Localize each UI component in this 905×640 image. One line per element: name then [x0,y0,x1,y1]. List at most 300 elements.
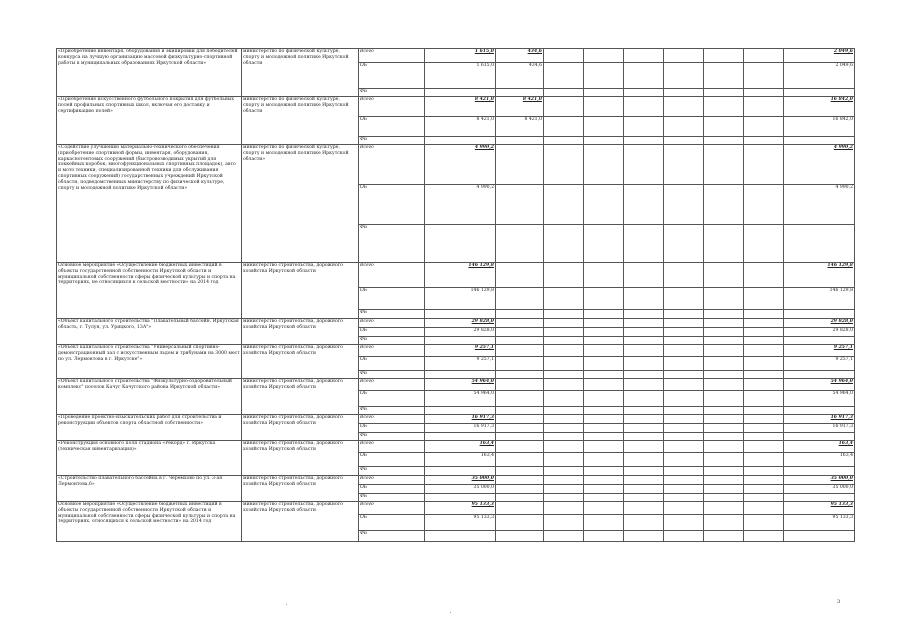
funding-source-total: Всего [359,49,425,63]
amount-cell [584,310,624,319]
amount-cell [544,502,584,515]
amount-cell [544,117,584,137]
amount-cell [624,371,664,379]
amount-cell [664,97,704,117]
amount-cell [784,467,855,476]
amount-cell [496,531,544,542]
amount-cell: 16 917,3 [784,424,855,433]
amount-cell [664,391,704,407]
amount-cell [544,467,584,476]
measure-description: «Проведение проектно-изыскательских работ для строительства и реконструкции объектов спорта областной собственности» [57,415,242,441]
amount-cell [784,225,855,263]
amount-cell [425,337,496,345]
amount-cell [584,137,624,145]
amount-cell: 54 964,0 [425,379,496,391]
amount-cell: 2 049,6 [784,63,855,89]
amount-cell [584,494,624,502]
amount-cell [664,415,704,424]
amount-cell [704,424,744,433]
amount-cell [664,502,704,515]
amount-cell [704,97,744,117]
amount-cell [624,89,664,97]
amount-cell [744,319,784,328]
funding-source-total: Всего [359,415,425,424]
funding-source-fb: ФБ [359,494,425,502]
amount-cell [744,49,784,63]
funding-source-ob: ОБ [359,515,425,531]
amount-cell [704,476,744,485]
amount-cell: 163,4 [425,453,496,467]
amount-cell [496,319,544,328]
funding-source-fb: ФБ [359,371,425,379]
amount-cell [584,357,624,371]
amount-cell [544,337,584,345]
amount-cell [544,319,584,328]
amount-cell [704,63,744,89]
amount-cell [496,502,544,515]
funding-source-ob: ОБ [359,485,425,494]
amount-cell [744,145,784,185]
amount-cell [704,328,744,337]
amount-cell [664,424,704,433]
amount-cell [544,137,584,145]
amount-cell [496,371,544,379]
amount-cell [624,424,664,433]
amount-cell [704,441,744,453]
amount-cell: 2 049,6 [784,49,855,63]
amount-cell [784,371,855,379]
funding-source-fb: ФБ [359,467,425,476]
amount-cell [664,89,704,97]
amount-cell [624,379,664,391]
table-row [57,415,855,424]
amount-cell [624,225,664,263]
funding-source-ob: ОБ [359,117,425,137]
responsible-executor: министерство строительства, дорожного хозяйства Иркутской области [242,441,359,476]
page-number: 3 [837,599,841,605]
amount-cell: 16 917,3 [784,415,855,424]
amount-cell [544,310,584,319]
amount-cell [704,345,744,357]
amount-cell [544,407,584,415]
amount-cell: 9 257,1 [784,357,855,371]
amount-cell: 146 129,8 [425,263,496,288]
amount-cell [704,310,744,319]
amount-cell [704,502,744,515]
responsible-executor: министерство строительства, дорожного хозяйства Иркутской области [242,319,359,345]
amount-cell [624,310,664,319]
amount-cell [584,225,624,263]
amount-cell [624,476,664,485]
amount-cell [624,502,664,515]
funding-source-total: Всего [359,502,425,515]
amount-cell [584,453,624,467]
amount-cell [425,433,496,441]
amount-cell [664,63,704,89]
funding-source-fb: ФБ [359,225,425,263]
amount-cell: 4 990,2 [425,145,496,185]
amount-cell: 163,4 [784,441,855,453]
responsible-executor: министерство строительства, дорожного хозяйства Иркутской области [242,379,359,415]
amount-cell [664,476,704,485]
amount-cell [496,288,544,310]
amount-cell [744,371,784,379]
amount-cell [584,185,624,225]
amount-cell [624,319,664,328]
amount-cell [744,225,784,263]
measure-description: Основное мероприятие «Осуществление бюджетных инвестиций в объекты государственной собственности Иркутской области и муниципальной собственности сферы физической культуры и спорта на территориях, не относящихся к сельской местности» на 2014 год [57,263,242,319]
amount-cell [496,137,544,145]
amount-cell [744,433,784,441]
amount-cell [584,319,624,328]
amount-cell [624,415,664,424]
amount-cell [584,371,624,379]
funding-source-fb: ФБ [359,407,425,415]
table-row [57,345,855,357]
amount-cell [744,494,784,502]
measure-description: «Объект капитального строительства "Плавательный бассейн, Иркутская область, г. Тулун, ул. Урицкого, 13А"» [57,319,242,345]
amount-cell [704,515,744,531]
amount-cell [664,379,704,391]
responsible-executor: министерство по физической культуре, спорту и молодежной политике Иркутской области [242,97,359,145]
amount-cell [704,415,744,424]
amount-cell [425,371,496,379]
amount-cell [664,288,704,310]
amount-cell [704,371,744,379]
amount-cell [584,433,624,441]
amount-cell [496,433,544,441]
amount-cell [425,494,496,502]
amount-cell: 29 828,0 [784,319,855,328]
amount-cell [584,502,624,515]
funding-source-fb: ФБ [359,433,425,441]
amount-cell: 95 133,3 [784,515,855,531]
funding-source-fb: ФБ [359,337,425,345]
amount-cell [624,467,664,476]
amount-cell [544,441,584,453]
amount-cell [664,49,704,63]
amount-cell [584,391,624,407]
amount-cell [584,424,624,433]
amount-cell [544,357,584,371]
table-row [57,49,855,63]
table-row [57,319,855,328]
amount-cell [544,424,584,433]
amount-cell [584,345,624,357]
amount-cell [664,145,704,185]
amount-cell [624,485,664,494]
table-row [57,502,855,515]
amount-cell [704,49,744,63]
amount-cell [704,288,744,310]
amount-cell: 16 842,0 [784,117,855,137]
amount-cell [744,515,784,531]
amount-cell [704,391,744,407]
amount-cell: 1 615,0 [425,63,496,89]
funding-source-ob: ОБ [359,391,425,407]
amount-cell [704,137,744,145]
amount-cell: 54 964,0 [425,391,496,407]
budget-table [56,48,855,542]
funding-source-ob: ОБ [359,185,425,225]
amount-cell [784,407,855,415]
table-row [57,97,855,117]
table-row [57,145,855,185]
amount-cell: 9 257,1 [425,357,496,371]
amount-cell [704,145,744,185]
amount-cell [704,485,744,494]
measure-description: «Объект капитального строительства "Физкультурно-оздоровительный комплекс" поселок Качуг Качугского района Иркутской области» [57,379,242,415]
amount-cell [496,453,544,467]
amount-cell: 8 421,0 [425,97,496,117]
measure-description: «Объект капитального строительства "Универсальный спортивно-демонстрационный зал с искусственным льдом и трибунами на 3000 мест по ул. Лермонтова в г. Иркутске"» [57,345,242,379]
amount-cell: 95 133,3 [425,515,496,531]
amount-cell [624,531,664,542]
amount-cell: 163,4 [784,453,855,467]
amount-cell [544,328,584,337]
amount-cell: 4 990,2 [784,185,855,225]
amount-cell [624,407,664,415]
amount-cell [544,415,584,424]
amount-cell [584,288,624,310]
amount-cell [744,485,784,494]
amount-cell: 146 129,8 [784,288,855,310]
amount-cell [624,337,664,345]
funding-source-total: Всего [359,379,425,391]
amount-cell [544,97,584,117]
amount-cell [544,476,584,485]
measure-description: Основное мероприятие «Осуществление бюджетных инвестиций в объекты государственной собственности Иркутской области и муниципальной собственности сферы физической культуры и спорта на территориях, относящихся к сельской местности» на 2014 год [57,502,242,542]
amount-cell [664,117,704,137]
amount-cell [784,433,855,441]
amount-cell [544,485,584,494]
amount-cell [544,494,584,502]
scan-speck [450,612,451,613]
amount-cell: 4 990,2 [425,185,496,225]
amount-cell: 8 421,0 [496,97,544,117]
amount-cell: 146 129,8 [784,263,855,288]
amount-cell [704,453,744,467]
amount-cell [624,97,664,117]
amount-cell [496,424,544,433]
amount-cell [704,379,744,391]
amount-cell [704,263,744,288]
amount-cell [704,467,744,476]
responsible-executor: министерство строительства, дорожного хозяйства Иркутской области [242,263,359,319]
amount-cell [744,345,784,357]
amount-cell [664,185,704,225]
amount-cell [744,357,784,371]
amount-cell [496,476,544,485]
amount-cell [624,453,664,467]
amount-cell [584,515,624,531]
amount-cell: 1 615,0 [425,49,496,63]
amount-cell [496,391,544,407]
amount-cell [544,391,584,407]
funding-source-ob: ОБ [359,288,425,310]
amount-cell [664,515,704,531]
scan-speck [286,604,287,605]
amount-cell [584,63,624,89]
amount-cell [496,485,544,494]
funding-source-total: Всего [359,319,425,328]
amount-cell [744,379,784,391]
responsible-executor: министерство по физической культуре, спорту и молодежной политике Иркутской области» [242,145,359,263]
amount-cell [664,467,704,476]
amount-cell: 35 000,0 [784,485,855,494]
amount-cell [704,185,744,225]
amount-cell: 35 000,0 [425,476,496,485]
amount-cell [624,185,664,225]
amount-cell [544,263,584,288]
amount-cell [744,441,784,453]
amount-cell [744,337,784,345]
amount-cell [704,225,744,263]
amount-cell [744,97,784,117]
amount-cell [664,345,704,357]
amount-cell [744,467,784,476]
amount-cell [744,288,784,310]
amount-cell [624,63,664,89]
amount-cell [664,433,704,441]
amount-cell [624,494,664,502]
amount-cell: 163,4 [425,441,496,453]
amount-cell [544,89,584,97]
amount-cell [584,441,624,453]
amount-cell [584,531,624,542]
amount-cell: 4 990,2 [784,145,855,185]
amount-cell [784,310,855,319]
amount-cell [664,225,704,263]
amount-cell [496,89,544,97]
amount-cell [704,433,744,441]
amount-cell [584,49,624,63]
amount-cell [664,310,704,319]
funding-source-total: Всего [359,345,425,357]
funding-source-total: Всего [359,97,425,117]
amount-cell [744,89,784,97]
amount-cell [496,185,544,225]
amount-cell: 29 828,0 [425,319,496,328]
amount-cell [624,137,664,145]
amount-cell [624,145,664,185]
measure-description: «Приобретение искусственного футбольного покрытия для футбольных полей профильных спортивных школ, включая его доставку и сертификацию полей» [57,97,242,145]
amount-cell [624,263,664,288]
amount-cell [496,337,544,345]
amount-cell [784,337,855,345]
amount-cell [496,441,544,453]
amount-cell [624,49,664,63]
amount-cell: 9 257,1 [784,345,855,357]
amount-cell [425,89,496,97]
funding-source-fb: ФБ [359,310,425,319]
amount-cell [584,328,624,337]
amount-cell [744,185,784,225]
amount-cell [584,415,624,424]
funding-source-fb: ФБ [359,531,425,542]
amount-cell [624,441,664,453]
amount-cell: 8 421,0 [496,117,544,137]
amount-cell [544,225,584,263]
amount-cell [584,263,624,288]
amount-cell [584,485,624,494]
amount-cell [744,476,784,485]
amount-cell [544,515,584,531]
table-row [57,263,855,288]
amount-cell [496,263,544,288]
amount-cell [744,117,784,137]
amount-cell [744,453,784,467]
amount-cell [664,453,704,467]
table-row [57,476,855,485]
amount-cell: 54 964,0 [784,379,855,391]
funding-source-fb: ФБ [359,89,425,97]
amount-cell [664,337,704,345]
amount-cell [624,357,664,371]
amount-cell [744,424,784,433]
amount-cell [744,137,784,145]
amount-cell [496,415,544,424]
amount-cell [664,371,704,379]
amount-cell: 434,6 [496,63,544,89]
amount-cell [744,391,784,407]
amount-cell [544,49,584,63]
amount-cell [704,357,744,371]
table-row [57,379,855,391]
amount-cell [584,89,624,97]
amount-cell [704,407,744,415]
amount-cell [496,379,544,391]
amount-cell [425,407,496,415]
amount-cell [704,117,744,137]
measure-description: «Реконструкция основного поля стадиона «Рекорд» г. Иркутска (техническая инвентаризация)» [57,441,242,476]
responsible-executor: министерство по физической культуре, спорту и молодежной политике Иркутской области [242,49,359,97]
amount-cell [784,531,855,542]
measure-description: «Строительство плавательного бассейна в г. Черемхово по ул. 3-ая Лермонтова,6» [57,476,242,502]
amount-cell [584,97,624,117]
amount-cell [544,345,584,357]
amount-cell [664,441,704,453]
funding-source-total: Всего [359,145,425,185]
amount-cell [584,337,624,345]
responsible-executor: министерство строительства, дорожного хозяйства Иркутской области [242,476,359,502]
amount-cell [425,310,496,319]
amount-cell: 29 828,0 [784,328,855,337]
funding-source-ob: ОБ [359,357,425,371]
amount-cell [425,467,496,476]
amount-cell [624,328,664,337]
funding-source-ob: ОБ [359,63,425,89]
amount-cell [624,345,664,357]
amount-cell [584,379,624,391]
amount-cell [496,467,544,476]
amount-cell [624,515,664,531]
amount-cell [544,433,584,441]
measure-description: «Приобретение инвентаря, оборудования и экипировки для победителей конкурса на лучшую организацию массовой физкультурно-спортивной работы в муниципальных образованиях Иркутской области» [57,49,242,97]
amount-cell: 146 129,8 [425,288,496,310]
table-body [57,49,855,542]
amount-cell [624,433,664,441]
funding-source-fb: ФБ [359,137,425,145]
funding-source-total: Всего [359,476,425,485]
amount-cell [664,494,704,502]
budget-table-sheet [56,48,854,542]
amount-cell: 95 133,3 [784,502,855,515]
amount-cell [704,89,744,97]
amount-cell [496,225,544,263]
amount-cell [544,531,584,542]
amount-cell [544,453,584,467]
